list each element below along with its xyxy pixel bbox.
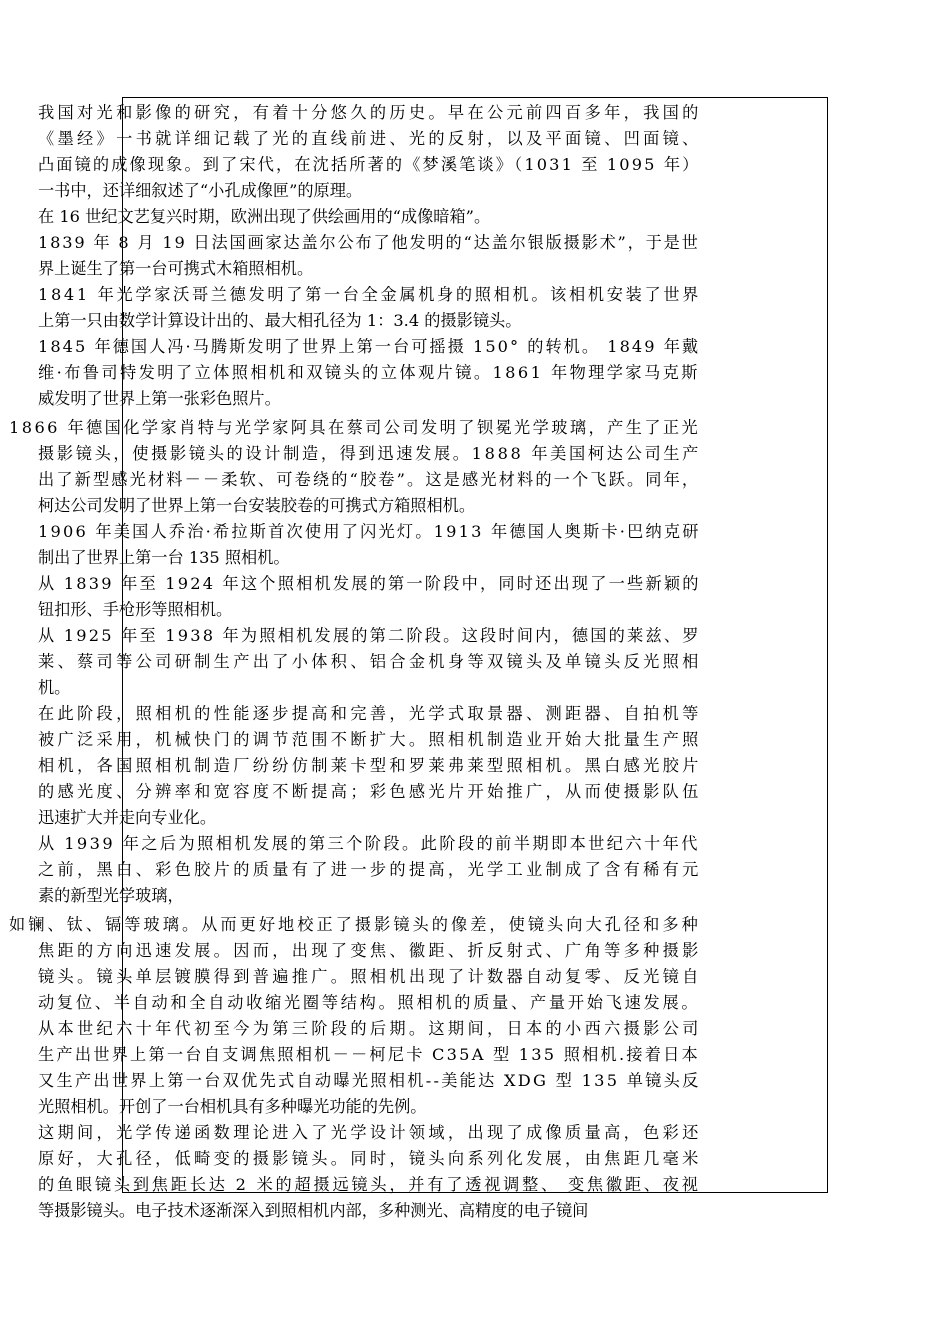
text-line: 动复位、半自动和全自动收缩光圈等结构。照相机的质量、产量开始飞速发展。 <box>38 993 701 1012</box>
text-line: 镜头。镜头单层镀膜得到普遍推广。照相机出现了计数器自动复零、反光镜自 <box>38 967 702 986</box>
text-line: 从 1939 年之后为照相机发展的第三个阶段。此阶段的前半期即本世纪六十年代 <box>38 834 700 853</box>
text-line: 一书中，还详细叙述了“小孔成像匣”的原理。 <box>38 181 363 200</box>
paragraph <box>0 701 950 831</box>
paragraph <box>0 1120 950 1224</box>
text-line: 焦距的方向迅速发展。因而，出现了变焦、徽距、折反射式、广角等多种摄影 <box>38 941 702 960</box>
text-line: 从本世纪六十年代初至今为第三阶段的后期。这期间，日本的小西六摄影公司 <box>38 1019 702 1038</box>
text-line: 《墨经》一书就详细记载了光的直线前进、光的反射，以及平面镜、凹面镜、 <box>38 129 702 148</box>
text-line: 素的新型光学玻璃， <box>38 886 184 905</box>
paragraph <box>0 519 950 571</box>
paragraph <box>0 415 950 519</box>
text-line: 在 16 世纪文艺复兴时期，欧洲出现了供绘画用的“成像暗箱”。 <box>38 207 491 226</box>
text-line: 原好，大孔径，低畸变的摄影镜头。同时，镜头向系列化发展，由焦距几毫米 <box>38 1149 702 1168</box>
text-line: 1845 年德国人冯·马腾斯发明了世界上第一台可摇摄 150° 的转机。 1849 年戴 <box>38 337 701 356</box>
text-line: 1906 年美国人乔治·希拉斯首次使用了闪光灯。1913 年德国人奥斯卡·巴纳克研 <box>38 522 701 541</box>
text-line: 之前，黑白、彩色胶片的质量有了进一步的提高，光学工业制成了含有稀有元 <box>38 860 702 879</box>
text-line: 的鱼眼镜头到焦距长达 2 米的超摄远镜头，并有了透视调整、 变焦徽距、夜视 <box>38 1175 701 1194</box>
paragraph <box>0 282 950 334</box>
text-line: 迅速扩大并走向专业化。 <box>38 808 217 827</box>
text-line: 又生产出世界上第一台双优先式自动曝光照相机--美能达 XDG 型 135 单镜头反 <box>38 1071 701 1090</box>
text-line: 凸面镜的成像现象。到了宋代，在沈括所著的《梦溪笔谈》（1031 至 1095 年） <box>38 155 701 174</box>
text-line: 威发明了世界上第一张彩色照片。 <box>38 389 281 408</box>
text-line: 从 1839 年至 1924 年这个照相机发展的第一阶段中，同时还出现了一些新颖的 <box>38 574 701 593</box>
paragraph <box>0 623 950 701</box>
text-line: 机。 <box>38 678 71 697</box>
text-line: 出了新型感光材料－－柔软、可卷绕的“胶卷”。这是感光材料的一个飞跃。同年， <box>38 470 701 489</box>
text-line: 等摄影镜头。电子技术逐渐深入到照相机内部，多种测光、高精度的电子镜间 <box>38 1201 589 1220</box>
text-line: 光照相机。开创了一台相机具有多种曝光功能的先例。 <box>38 1097 427 1116</box>
text-line: 1841 年光学家沃哥兰德发明了第一台全金属机身的照相机。该相机安装了世界 <box>38 285 702 304</box>
text-line: 我国对光和影像的研究，有着十分悠久的历史。早在公元前四百多年，我国的 <box>38 103 702 122</box>
text-line: 相机，各国照相机制造厂纷纷仿制莱卡型和罗莱弗莱型照相机。黑白感光胶片 <box>38 756 702 775</box>
text-line: 从 1925 年至 1938 年为照相机发展的第二阶段。这段时间内，德国的莱兹、罗 <box>38 626 701 645</box>
paragraph <box>0 100 950 204</box>
text-line: 这期间，光学传递函数理论进入了光学设计领域，出现了成像质量高，色彩还 <box>38 1123 702 1142</box>
paragraph <box>0 571 950 623</box>
text-line: 在此阶段，照相机的性能逐步提高和完善，光学式取景器、测距器、自拍机等 <box>38 704 702 723</box>
text-line: 界上诞生了第一台可携式木箱照相机。 <box>38 259 314 278</box>
text-line: 上第一只由数学计算设计出的、最大相孔径为 1：3.4 的摄影镜头。 <box>38 311 522 330</box>
text-line: 被广泛采用，机械快门的调节范围不断扩大。照相机制造业开始大批量生产照 <box>38 730 702 749</box>
text-line: 如镧、钛、镉等玻璃。从而更好地校正了摄影镜头的像差，使镜头向大孔径和多种 <box>9 915 701 934</box>
paragraph <box>0 831 950 909</box>
paragraph <box>0 230 950 282</box>
paragraph <box>0 204 950 230</box>
paragraph <box>0 912 950 1120</box>
text-line: 维·布鲁司特发明了立体照相机和双镜头的立体观片镜。1861 年物理学家马克斯 <box>38 363 700 382</box>
text-line: 的感光度、分辨率和宽容度不断提高；彩色感光片开始推广，从而使摄影队伍 <box>38 782 702 801</box>
text-line: 1839 年 8 月 19 日法国画家达盖尔公布了他发明的“达盖尔银版摄影术”，于是世 <box>38 233 700 252</box>
text-line: 制出了世界上第一台 135 照相机。 <box>38 548 290 567</box>
text-line: 1866 年德国化学家肖特与光学家阿具在蔡司公司发明了钡冕光学玻璃，产生了正光 <box>9 418 701 437</box>
paragraph <box>0 334 950 412</box>
text-line: 柯达公司发明了世界上第一台安装胶卷的可携式方箱照相机。 <box>38 496 476 515</box>
text-line: 钮扣形、手枪形等照相机。 <box>38 600 233 619</box>
text-line: 生产出世界上第一台自支调焦照相机－－柯尼卡 C35A 型 135 照相机.接着日本 <box>38 1045 700 1064</box>
text-line: 莱、蔡司等公司研制生产出了小体积、铝合金机身等双镜头及单镜头反光照相 <box>38 652 702 671</box>
text-line: 摄影镜头，使摄影镜头的设计制造，得到迅速发展。1888 年美国柯达公司生产 <box>38 444 702 463</box>
